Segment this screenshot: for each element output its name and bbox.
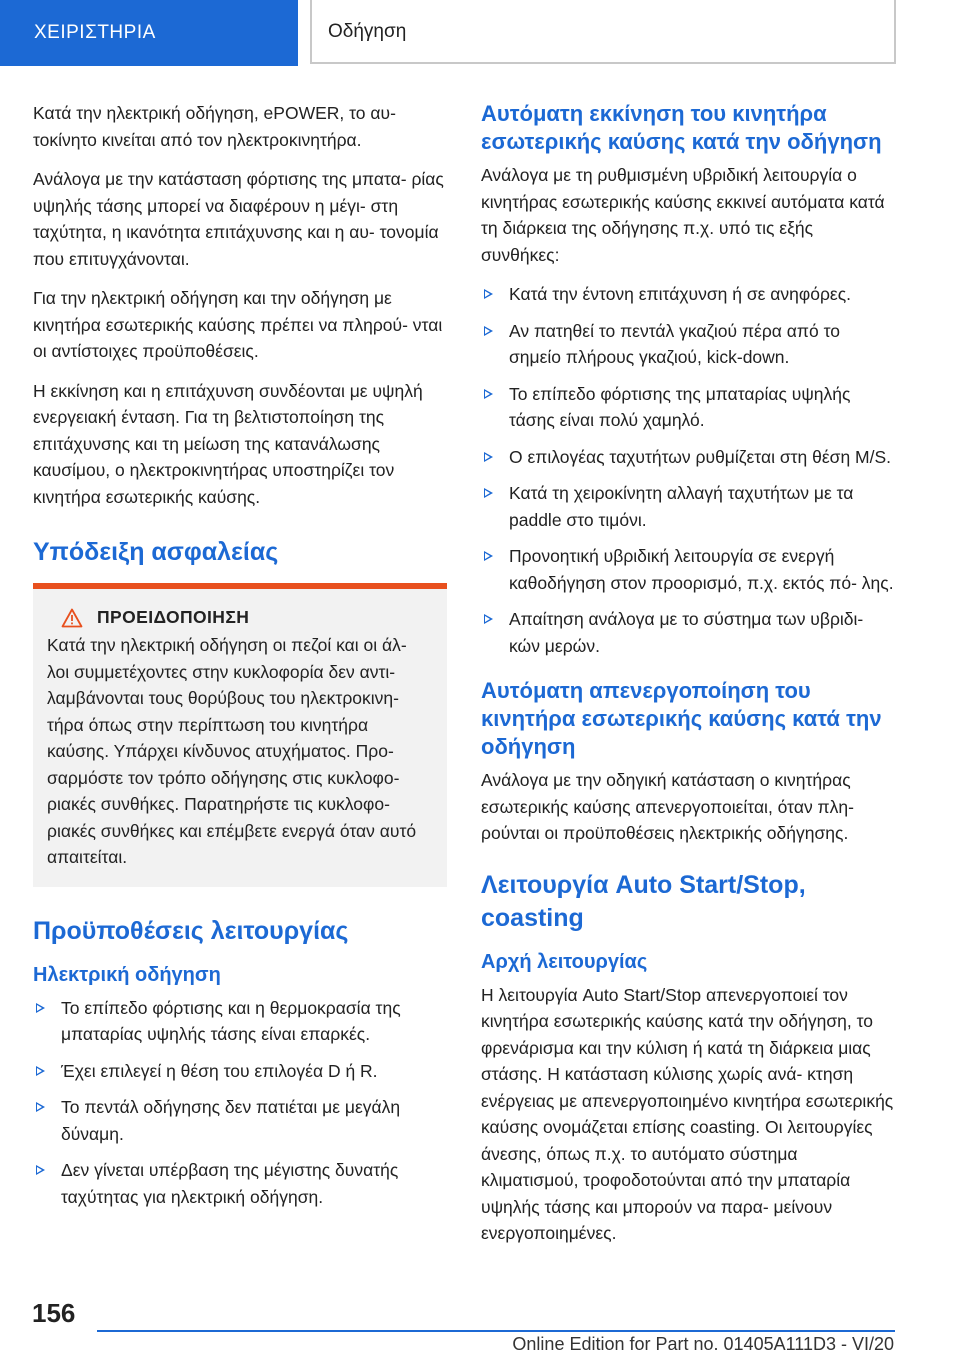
warning-text: Κατά την ηλεκτρική οδήγηση οι πεζοί και οι άλ- λοι συμμετέχοντες στην κυκλοφορία δεν αντι- λαμβάνονται τους θορύβους του ηλεκτροκινη- τήρα όπως στην περίπτωση του κινητήρα καύσης. Υπάρχει κίνδυνος ατυχήματος. Προ- σαρμόστε τον τρόπο οδήγησης στις κυκλοφο- ριακές συνθήκες. Παρατηρήστε τις κυκλοφο- ριακές συνθήκες και επέμβετε ενεργά όταν αυτό απαιτείται. [47, 635, 417, 867]
page-footer [0, 1290, 960, 1362]
list-item-text: Κατά τη χειροκίνητη αλλαγή ταχυτήτων με τα paddle στο τιμόνι. [509, 483, 854, 530]
safety-heading: Υπόδειξη ασφαλείας [33, 538, 279, 566]
triangle-bullet-icon [484, 289, 493, 299]
triangle-bullet-icon [36, 1165, 45, 1175]
intro-paragraph: Για την ηλεκτρική οδήγηση και την οδήγηση με κινητήρα εσωτερικής καύσης πρέπει να πληρού- νται οι αντίστοιχες προϋποθέσεις. [33, 288, 443, 361]
auto-start-stop-heading: Λειτουργία Auto Start/Stop, coasting [481, 870, 806, 932]
list-item [481, 281, 895, 308]
triangle-bullet-icon [484, 488, 493, 498]
breadcrumb: Οδήγηση [310, 0, 896, 64]
triangle-bullet-icon [484, 452, 493, 462]
list-item-text: Έχει επιλεγεί η θέση του επιλογέα D ή R. [61, 1060, 378, 1081]
triangle-bullet-icon [484, 326, 493, 336]
warning-title: ΠΡΟΕΙΔΟΠΟΙΗΣΗ [97, 607, 250, 627]
intro-paragraph: Η εκκίνηση και η επιτάχυνση συνδέονται με υψηλή ενεργειακή ένταση. Για τη βελτιστοποίηση της επιτάχυνσης και τη μείωση της κατανάλωσης καυσίμου, ο ηλεκτροκινητήρας υποστηρίζει τον κινητήρα εσωτερικής καύσης. [33, 380, 423, 507]
triangle-bullet-icon [484, 389, 493, 399]
intro-paragraph: Κατά την ηλεκτρική οδήγηση, ePOWER, το αυ- τοκίνητο κινείται από τον ηλεκτροκινητήρα. [33, 103, 396, 150]
list-item [33, 1157, 447, 1210]
list-item [481, 606, 895, 659]
auto-start-heading: Αυτόματη εκκίνηση του κινητήρα εσωτερικής καύσης κατά την οδήγηση [481, 101, 882, 154]
triangle-bullet-icon [484, 614, 493, 624]
electric-driving-heading: Ηλεκτρική οδήγηση [33, 963, 221, 986]
list-item-text: Προνοητική υβριδική λειτουργία σε ενεργή καθοδήγηση στον προορισμό, π.χ. εκτός πό- λης. [509, 546, 894, 593]
list-item-text: Το επίπεδο φόρτισης και η θερμοκρασία της μπαταρίας υψηλής τάσης είναι επαρκές. [61, 997, 401, 1044]
right-column [481, 100, 895, 1260]
conditions-heading: Προϋποθέσεις λειτουργίας [33, 916, 349, 945]
section-tab[interactable]: ΧΕΙΡΙΣΤΗΡΙΑ [0, 0, 298, 66]
list-item [33, 995, 447, 1048]
triangle-bullet-icon [36, 1003, 45, 1013]
triangle-bullet-icon [36, 1066, 45, 1076]
auto-start-text: Ανάλογα με τη ρυθμισμένη υβριδική λειτουργία ο κινητήρας εσωτερικής καύσης εκκινεί αυτόματα κατά τη διάρκεια της οδήγησης π.χ. υπό τις εξής συνθήκες: [481, 165, 885, 265]
principle-heading: Αρχή λειτουργίας [481, 950, 648, 973]
left-column [33, 100, 447, 1222]
list-item [481, 381, 895, 434]
list-item-text: Το επίπεδο φόρτισης της μπαταρίας υψηλής τάσης είναι πολύ χαμηλό. [509, 383, 851, 430]
auto-stop-heading: Αυτόματη απενεργοποίηση του κινητήρα εσωτερικής καύσης κατά την οδήγηση [481, 678, 882, 759]
auto-stop-text: Ανάλογα με την οδηγική κατάσταση ο κινητήρας εσωτερικής καύσης απενεργοποιείται, όταν πλη- ρούνται οι προϋποθέσεις ηλεκτρικής οδήγησης. [481, 770, 854, 843]
warning-box [33, 583, 447, 887]
list-item-text: Κατά την έντονη επιτάχυνση ή σε ανηφόρες. [509, 284, 852, 304]
list-item [481, 444, 895, 471]
warning-triangle-icon [61, 608, 83, 628]
page-number: 156 [32, 1298, 76, 1328]
edition-text: Online Edition for Part no. 01405A111D3 - VI/20 [512, 1334, 894, 1354]
list-item [33, 1058, 447, 1085]
list-item-text: Αν πατηθεί το πεντάλ γκαζιού πέρα από το σημείο πλήρους γκαζιού, kick-down. [509, 320, 840, 367]
list-item [481, 480, 895, 533]
list-item-text: Το πεντάλ οδήγησης δεν πατιέται με μεγάλη δύναμη. [61, 1097, 401, 1144]
list-item-text: Απαίτηση ανάλογα με το σύστημα των υβριδι- κών μερών. [509, 609, 864, 656]
triangle-bullet-icon [484, 551, 493, 561]
auto-start-list [481, 281, 895, 659]
list-item [481, 543, 895, 596]
triangle-bullet-icon [36, 1102, 45, 1112]
principle-text: Η λειτουργία Auto Start/Stop απενεργοποιεί τον κινητήρα εσωτερικής καύσης κατά την οδήγηση, το φρενάρισμα και την κύλιση ή κατά τη διάρκεια μιας στάσης. Η κατάσταση κύλισης χωρίς ανά- κτηση ενέργειας με απενεργοποιημένο κινητήρα εσωτερικής καύσης ονομάζεται επίσης coasting. Οι λειτουργίες άνεσης, όπως π.χ. το αυτόματο σύστημα κλιματισμού, τροφοδοτούνται από την μπαταρία υψηλής τάσης και μπορούν να παρα- μείνουν ενεργοποιημένες. [481, 984, 894, 1243]
list-item-text: Δεν γίνεται υπέρβαση της μέγιστης δυνατής ταχύτητας για ηλεκτρική οδήγηση. [61, 1160, 399, 1207]
page-header [0, 0, 960, 66]
list-item [481, 318, 895, 371]
list-item [33, 1094, 447, 1147]
intro-paragraph: Ανάλογα με την κατάσταση φόρτισης της μπατα- ρίας υψηλής τάσης μπορεί να διαφέρουν η μέγι- στη ταχύτητα, η ικανότητα επιτάχυνσης και η αυ- τονομία που επιτυγχάνονται. [33, 169, 444, 269]
electric-conditions-list [33, 995, 447, 1211]
footer-divider [97, 1330, 895, 1332]
list-item-text: Ο επιλογέας ταχυτήτων ρυθμίζεται στη θέση M/S. [509, 446, 892, 467]
warning-title-row [47, 607, 433, 628]
